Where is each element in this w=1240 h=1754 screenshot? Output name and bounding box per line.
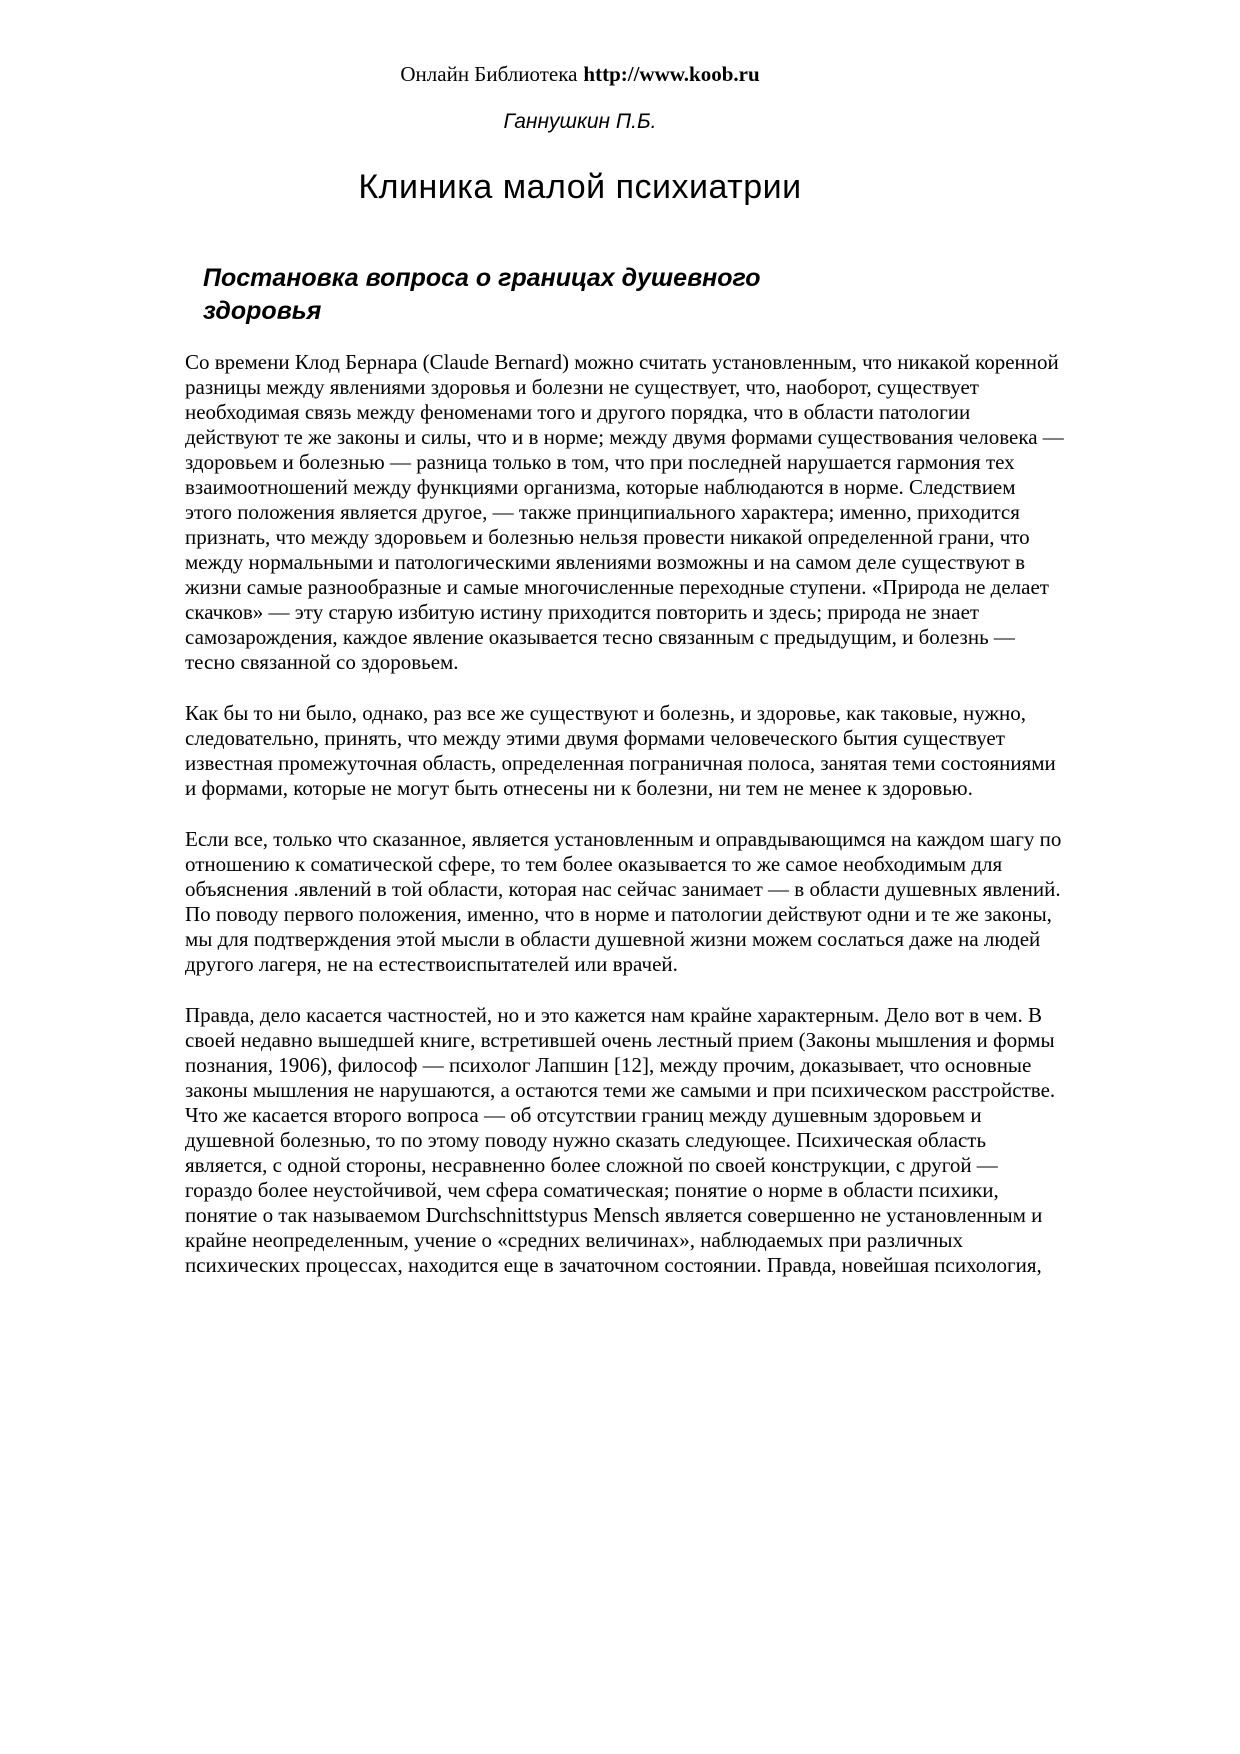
library-url-link[interactable]: http://www.koob.ru [583, 62, 760, 86]
library-label: Онлайн Библиотека [400, 62, 578, 86]
paragraph-1: Со времени Клод Бернара (Claude Bernard) можно считать установленным, что никакой коренной разницы между явлениями здоровья и болезни не существует, что, наоборот, существует необходимая связь между феноменами того и другого порядка, что в области патологии действуют те же законы и силы, что и в норме; между двумя формами существования человека — здоровьем и болезнью — разница только в том, что при последней нарушается гармония тех взаимоотношений между функциями организма, которые наблюдаются в норме. Следствием этого положения является другое, — также принципиального характера; именно, приходится признать, что между здоровьем и болезнью нельзя провести никакой определенной грани, что между нормальными и патологическими явлениями возможны и на самом деле существуют в жизни самые разнообразные и самые многочисленные переходные ступени. «Природа не делает скачков» — эту старую избитую истину приходится повторить и здесь; природа не знает самозарождения, каждое явление оказывается тесно связанным с предыдущим, и болезнь — тесно связанной со здоровьем. [185, 350, 1064, 674]
page-title: Клиника малой психиатрии [358, 168, 802, 206]
paragraph-3: Если все, только что сказанное, является установленным и оправдывающимся на каждом шагу по отношению к соматической сфере, то тем более оказывается то же самое необходимым для объяснения .явлений в той области, которая нас сейчас занимает — в области душевных явлений. По поводу первого положения, именно, что в норме и патологии действуют одни и те же законы, мы для подтверждения этой мысли в области душевной жизни можем сослаться даже на людей другого лагеря, не на естествоиспытателей или врачей. [185, 827, 1062, 976]
body-text [185, 350, 1065, 1278]
section-heading: Постановка вопроса о границах душевного здоровья [203, 264, 761, 325]
front-matter [185, 62, 975, 206]
author-line: Ганнушкин П.Б. [503, 110, 657, 133]
paragraph-2: Как бы то ни было, однако, раз все же существуют и болезнь, и здоровье, как таковые, нужно, следовательно, принять, что между этими двумя формами человеческого бытия существует известная промежуточная область, определенная пограничная полоса, занятая теми состояниями и формами, которые не могут быть отнесены ни к болезни, ни тем не менее к здоровью. [185, 701, 1056, 800]
library-header [185, 62, 975, 86]
paragraph-4: Правда, дело касается частностей, но и это кажется нам крайне характерным. Дело вот в чем. В своей недавно вышедшей книге, встретившей очень лестный прием (Законы мышления и формы познания, 1906), философ — психолог Лапшин [12], между прочим, доказывает, что основные законы мышления не нарушаются, а остаются теми же самыми и при психическом расстройстве. Что же касается второго вопроса — об отсутствии границ между душевным здоровьем и душевной болезнью, то по этому поводу нужно сказать следующее. Психическая область является, с одной стороны, несравненно более сложной по своей конструкции, с другой — гораздо более неустойчивой, чем сфера соматическая; понятие о норме в области психики, понятие о так называемом Durchschnittstypus Mensch является совершенно не установленным и крайне неопределенным, учение о «средних величинах», наблюдаемых при различных психических процессах, находится еще в зачаточном состоянии. Правда, новейшая психология, [185, 1003, 1056, 1277]
